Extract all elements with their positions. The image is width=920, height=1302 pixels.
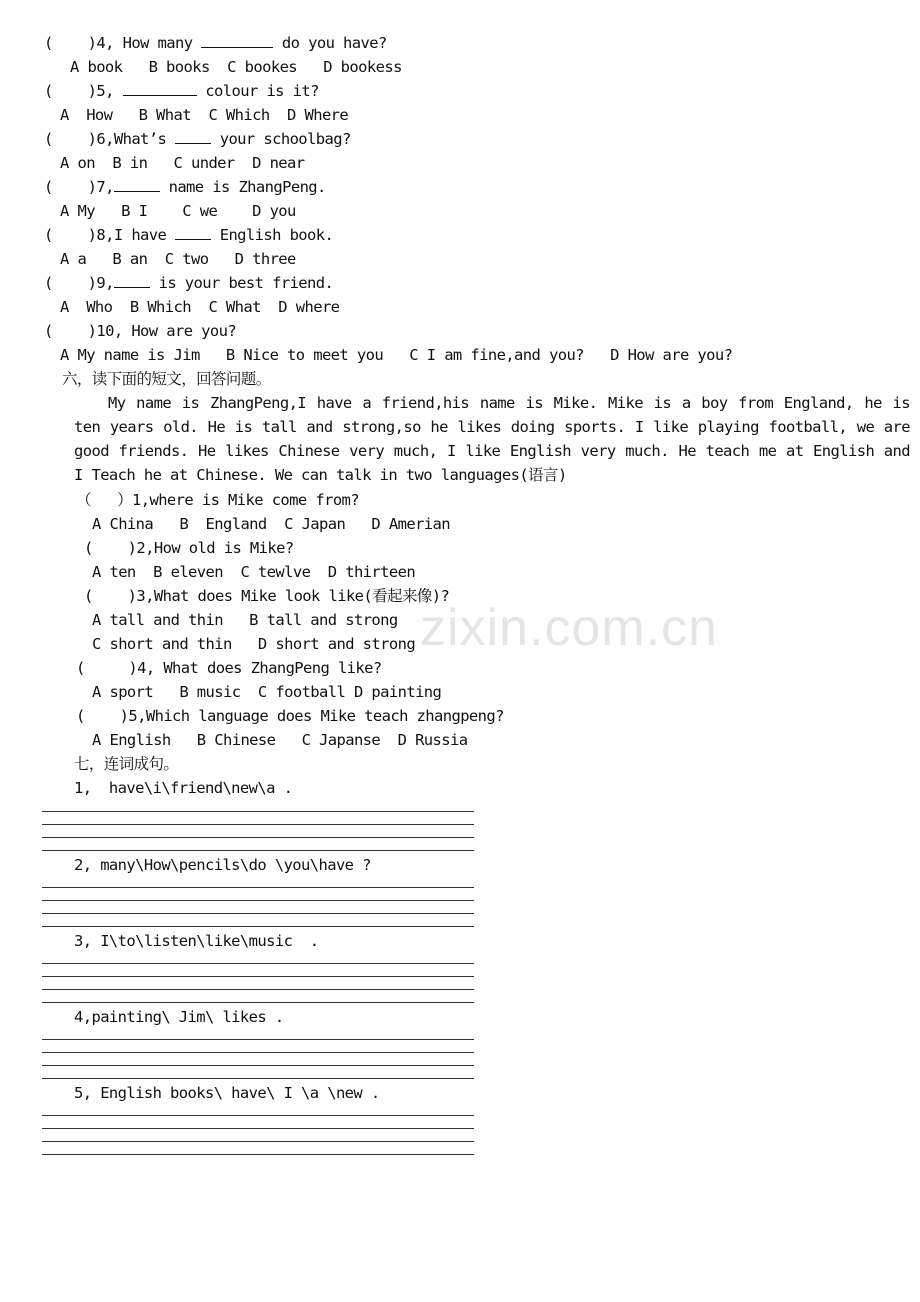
writing-line[interactable] bbox=[42, 913, 474, 914]
reading-question-1-options: A China B England C Japan D Amerian bbox=[92, 515, 451, 533]
sentence-item-4: 4,painting\ Jim\ likes . bbox=[74, 1008, 284, 1026]
writing-line[interactable] bbox=[42, 900, 474, 901]
question-4: ( )4, How many do you have? bbox=[44, 34, 387, 52]
question-6-options: A on B in C under D near bbox=[60, 154, 305, 172]
writing-line[interactable] bbox=[42, 963, 474, 964]
question-9-options: A Who B Which C What D where bbox=[60, 298, 340, 316]
question-8-options: A a B an C two D three bbox=[60, 250, 296, 268]
writing-line[interactable] bbox=[42, 1052, 474, 1053]
writing-line[interactable] bbox=[42, 1039, 474, 1040]
answer-blank[interactable] bbox=[114, 272, 150, 288]
reading-question-5: ( )5,Which language does Mike teach zhangpeng? bbox=[76, 707, 504, 725]
question-10: ( )10, How are you? bbox=[44, 322, 237, 340]
answer-blank[interactable] bbox=[114, 176, 160, 192]
reading-passage: My name is ZhangPeng,I have a friend,his name is Mike. Mike is a boy from England, he is ten years old. He is tall and strong,so he likes doing sports. I like playing football, we are good friends. He likes Chinese very much, I like English very much. He teach me at English and I Teach he at Chinese. We can talk in two languages(语言) bbox=[74, 394, 910, 484]
reading-question-4: ( )4, What does ZhangPeng like? bbox=[76, 659, 382, 677]
watermark: zixin.com.cn bbox=[420, 599, 719, 657]
writing-line[interactable] bbox=[42, 1078, 474, 1079]
reading-question-3-options: A tall and thin B tall and strong bbox=[92, 611, 398, 629]
writing-line[interactable] bbox=[42, 1128, 474, 1129]
reading-question-2-options: A ten B eleven C tewlve D thirteen bbox=[92, 563, 416, 581]
writing-line[interactable] bbox=[42, 824, 474, 825]
writing-line[interactable] bbox=[42, 811, 474, 812]
question-4-options: A book B books C bookes D bookess bbox=[70, 58, 402, 76]
section-6-title: 六，读下面的短文，回答问题。 bbox=[62, 370, 271, 388]
sentence-item-1: 1, have\i\friend\new\a . bbox=[74, 779, 293, 797]
reading-question-2: ( )2,How old is Mike? bbox=[84, 539, 294, 557]
question-7-options: A My B I C we D you bbox=[60, 202, 296, 220]
answer-blank[interactable] bbox=[175, 224, 211, 240]
writing-line[interactable] bbox=[42, 1115, 474, 1116]
writing-line[interactable] bbox=[42, 976, 474, 977]
question-9: ( )9, is your best friend. bbox=[44, 274, 334, 292]
question-6: ( )6,What’s your schoolbag? bbox=[44, 130, 351, 148]
answer-blank[interactable] bbox=[123, 80, 197, 96]
sentence-item-2: 2, many\How\pencils\do \you\have ? bbox=[74, 856, 371, 874]
question-10-options: A My name is Jim B Nice to meet you C I am fine,and you? D How are you? bbox=[60, 346, 733, 364]
writing-line[interactable] bbox=[42, 1065, 474, 1066]
answer-blank[interactable] bbox=[201, 32, 273, 48]
writing-line[interactable] bbox=[42, 1154, 474, 1155]
answer-blank[interactable] bbox=[175, 128, 211, 144]
reading-question-4-options: A sport B music C football D painting bbox=[92, 683, 442, 701]
writing-line[interactable] bbox=[42, 850, 474, 851]
question-5: ( )5, colour is it? bbox=[44, 82, 319, 100]
sentence-item-5: 5, English books\ have\ I \a \new . bbox=[74, 1084, 380, 1102]
writing-line[interactable] bbox=[42, 887, 474, 888]
writing-line[interactable] bbox=[42, 837, 474, 838]
section-7-title: 七，连词成句。 bbox=[74, 755, 179, 773]
sentence-item-3: 3, I\to\listen\like\music . bbox=[74, 932, 319, 950]
question-8: ( )8,I have English book. bbox=[44, 226, 334, 244]
writing-line[interactable] bbox=[42, 989, 474, 990]
writing-line[interactable] bbox=[42, 1141, 474, 1142]
question-5-options: A How B What C Which D Where bbox=[60, 106, 349, 124]
reading-question-1: （ ）1,where is Mike come from? bbox=[76, 491, 360, 509]
reading-question-3: ( )3,What does Mike look like(看起来像)? bbox=[84, 587, 450, 605]
question-7: ( )7, name is ZhangPeng. bbox=[44, 178, 326, 196]
reading-question-5-options: A English B Chinese C Japanse D Russia bbox=[92, 731, 468, 749]
writing-line[interactable] bbox=[42, 926, 474, 927]
reading-question-3-options-2: C short and thin D short and strong bbox=[92, 635, 416, 653]
writing-line[interactable] bbox=[42, 1002, 474, 1003]
